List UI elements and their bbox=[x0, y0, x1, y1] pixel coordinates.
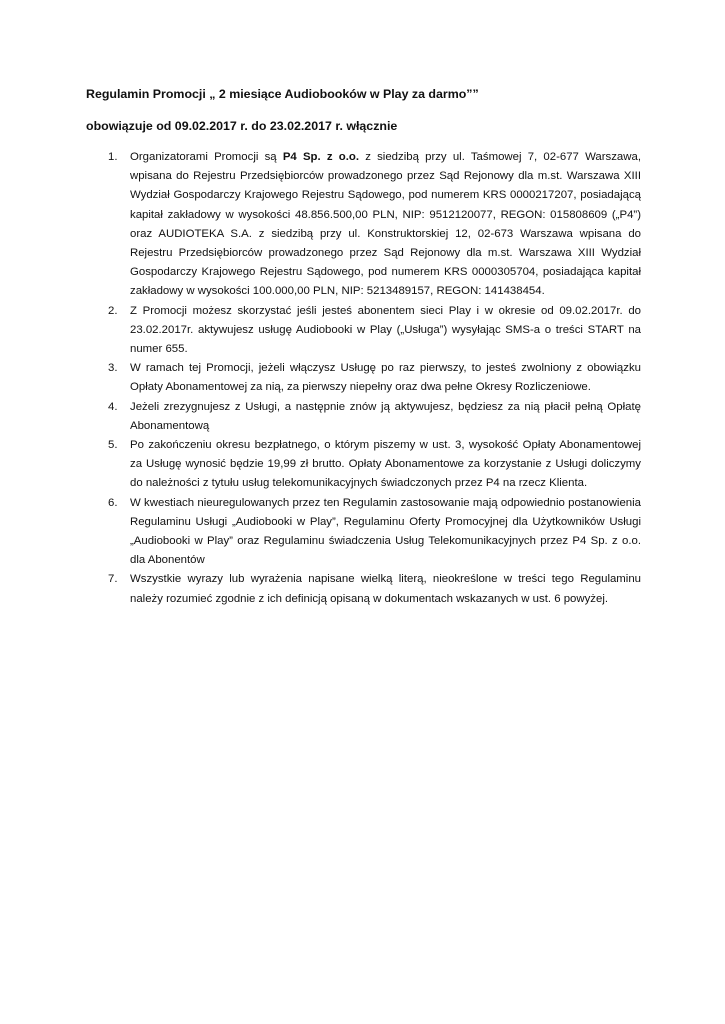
rule-number: 4. bbox=[108, 400, 118, 413]
rule-item-5 bbox=[86, 436, 641, 494]
rule-text: Wszystkie wyrazy lub wyrażenia napisane wielką literą, nieokreślone w treści tego Regulaminu należy rozumieć zgodnie z ich definicją opisaną w dokumentach wskazanych w ust. 6 powyżej. bbox=[130, 573, 641, 605]
rule-number: 6. bbox=[108, 496, 118, 509]
rule-item-6 bbox=[86, 494, 641, 571]
rule-item-1 bbox=[86, 148, 641, 302]
rule-item-2 bbox=[86, 302, 641, 360]
rule-text: W ramach tej Promocji, jeżeli włączysz Usługę po raz pierwszy, to jesteś zwolniony z obowiązku Opłaty Abonamentowej za nią, za pierwszy niepełny oraz dwa pełne Okresy Rozliczeniowe. bbox=[130, 362, 641, 394]
rule-number: 1. bbox=[108, 151, 118, 163]
rule-number: 3. bbox=[108, 362, 118, 375]
rule-item-4 bbox=[86, 398, 641, 436]
rule-item-7 bbox=[86, 570, 641, 608]
document-validity: obowiązuje od 09.02.2017 r. do 23.02.2017 r. włącznie bbox=[86, 119, 398, 133]
rule-number: 7. bbox=[108, 573, 118, 586]
organizer-name: P4 Sp. z o.o. bbox=[282, 151, 360, 163]
rule-item-3 bbox=[86, 359, 641, 397]
rule-number: 2. bbox=[108, 304, 118, 317]
rule-text: Z Promocji możesz skorzystać jeśli jesteś abonentem sieci Play i w okresie od 09.02.2017r. do 23.02.2017r. aktywujesz usługę Audiobooki w Play („Usługa”) wysyłając SMS-a o treści START na numer 655. bbox=[130, 304, 641, 356]
rules-list bbox=[86, 148, 641, 609]
rule-text-before: Organizatorami Promocji są bbox=[130, 151, 283, 163]
rule-number: 5. bbox=[108, 439, 118, 452]
document-title: Regulamin Promocji „ 2 miesiące Audiobooków w Play za darmo”” bbox=[86, 87, 479, 101]
rule-text: Jeżeli zrezygnujesz z Usługi, a następnie znów ją aktywujesz, będziesz za nią płacił pełną Opłatę Abonamentową bbox=[130, 400, 641, 432]
rule-text-after: z siedzibą przy ul. Taśmowej 7, 02-677 Warszawa, wpisana do Rejestru Przedsiębiorców prowadzonego przez Sąd Rejonowy dla m.st. Warszawa XIII Wydział Gospodarczy Krajowego Rejestru Sądowego, pod numerem KRS 0000217207, posiadającą kapitał zakładowy w wysokości 48.856.500,00 PLN, NIP: 9512120077, REGON: 015808609 („P4”) oraz AUDIOTEKA S.A. z siedzibą przy ul. Konstruktorskiej 12, 02-673 Warszawa wpisana do Rejestru Przedsiębiorców prowadzonego przez Sąd Rejonowy dla m.st. Warszawa XIII Wydział Gospodarczy Krajowego Rejestru Sądowego, pod numerem KRS 0000305704, posiadająca kapitał zakładowy w wysokości 100.000,00 PLN, NIP: 5213489157, REGON: 141438454. bbox=[130, 151, 641, 298]
rule-text: Po zakończeniu okresu bezpłatnego, o którym piszemy w ust. 3, wysokość Opłaty Abonamentowej za Usługę wynosić będzie 19,99 zł brutto. Opłaty Abonamentowe za korzystanie z Usługi doliczymy do należności z tytułu usług telekomunikacyjnych świadczonych przez P4 na rzecz Klienta. bbox=[130, 439, 641, 490]
rule-text: W kwestiach nieuregulowanych przez ten Regulamin zastosowanie mają odpowiednio postanowienia Regulaminu Usługi „Audiobooki w Play”, Regulaminu Oferty Promocyjnej dla Użytkowników Usługi „Audiobooki w Play” oraz Regulaminu świadczenia Usług Telekomunikacyjnych przez P4 Sp. z o.o. dla Abonentów bbox=[130, 496, 641, 567]
rule-text bbox=[130, 148, 641, 302]
